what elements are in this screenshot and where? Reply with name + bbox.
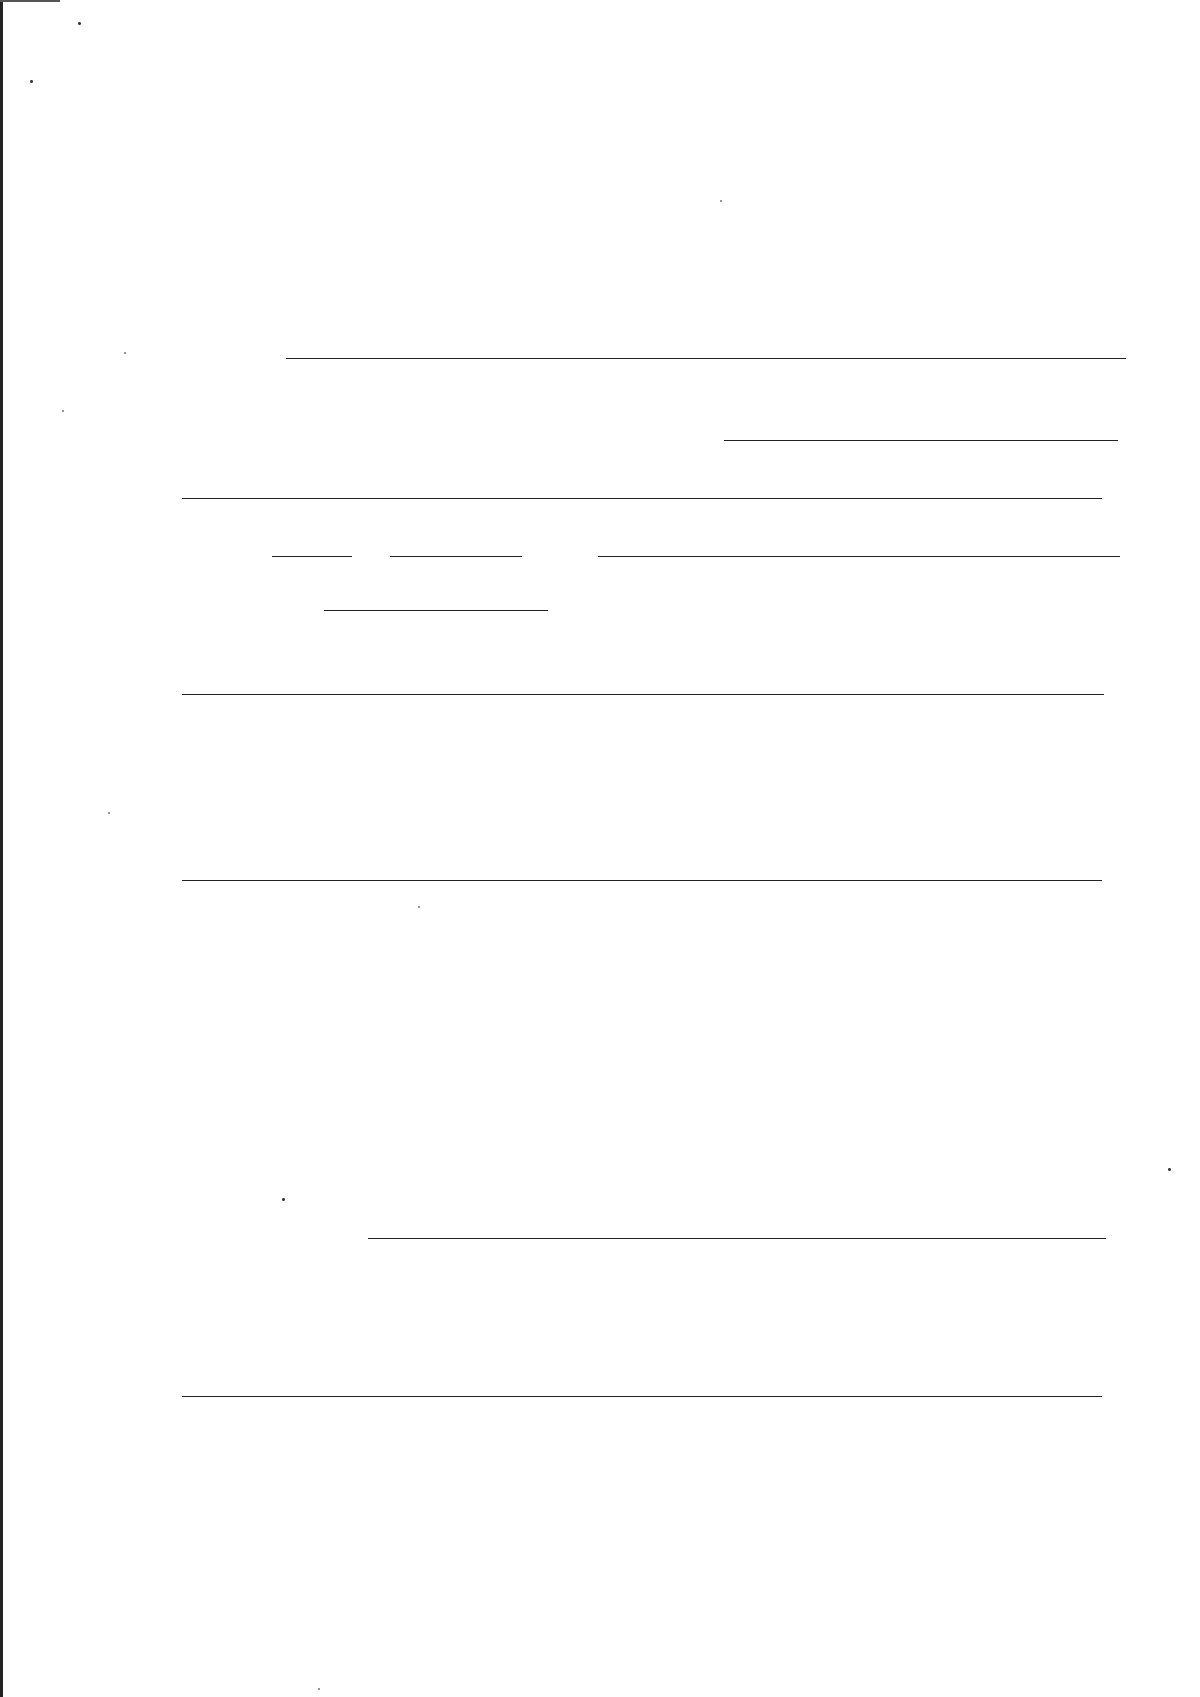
scan-speck — [318, 1688, 320, 1690]
scan-speck — [282, 1198, 285, 1201]
issued-by-line[interactable] — [598, 556, 1120, 557]
scan-left-edge — [0, 0, 3, 1697]
scan-speck — [78, 22, 81, 25]
scan-speck — [418, 906, 420, 908]
scan-speck — [108, 812, 110, 814]
issue-date-line[interactable] — [324, 610, 548, 611]
fio-input-line[interactable] — [286, 358, 1126, 359]
scan-top-mark — [0, 0, 60, 2]
child-fio-line-1[interactable] — [182, 880, 1102, 881]
child-fio-line-2[interactable] — [182, 1396, 1102, 1397]
passport-number-line[interactable] — [390, 556, 522, 557]
scan-speck — [1168, 1168, 1171, 1171]
provide-org-line[interactable] — [368, 1238, 1106, 1239]
passport-series-line[interactable] — [272, 556, 352, 557]
address-input-line-2[interactable] — [182, 498, 1102, 499]
scan-speck — [124, 352, 126, 354]
organization-line[interactable] — [182, 694, 1104, 695]
scan-speck — [30, 80, 33, 83]
scan-speck — [62, 410, 64, 412]
scan-speck — [720, 200, 722, 202]
address-input-line-1[interactable] — [724, 440, 1118, 441]
